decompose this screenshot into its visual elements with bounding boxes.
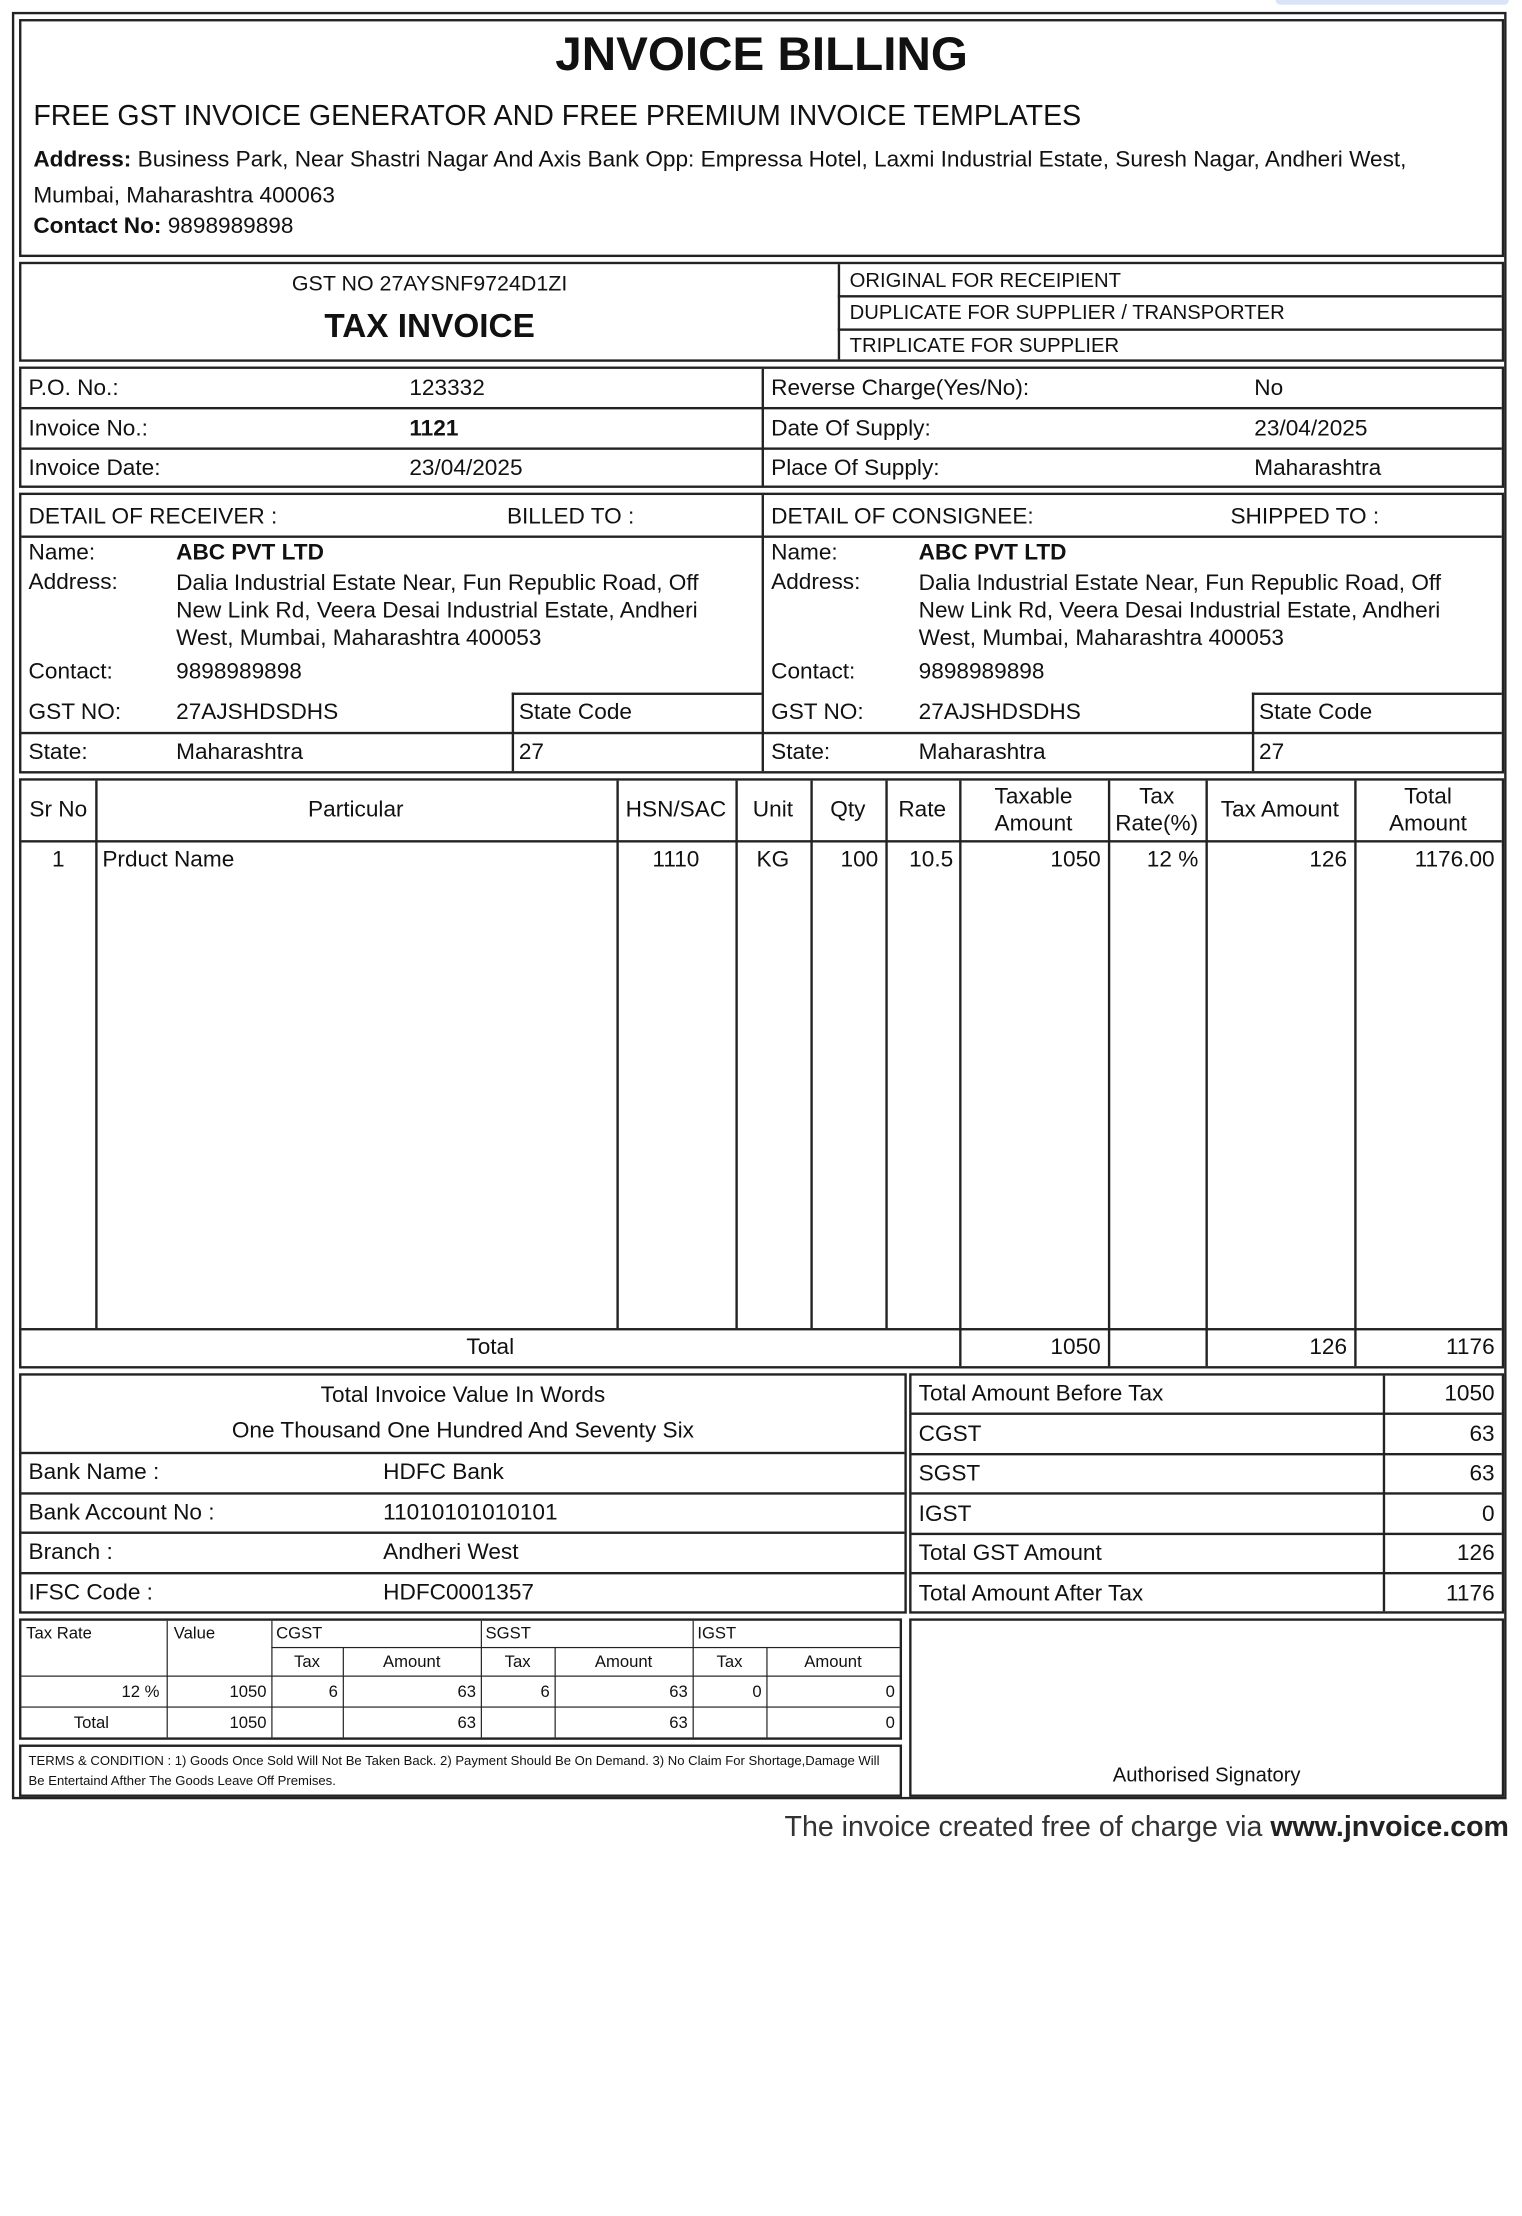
tt-row-igst-amt: 0 [885,1681,895,1701]
summary-sgst-value: 63 [1469,1461,1495,1487]
signatory-box [909,1618,1504,1797]
tt-cgst-amount-header: Amount [383,1651,441,1671]
consignee-contact: 9898989898 [918,659,1045,685]
consignee-state-code-label: State Code [1259,699,1373,725]
terms-line-2: Be Entertaind Afther The Goods Leave Off Premises. [28,1774,336,1789]
billed-to-heading: BILLED TO : [506,504,635,530]
tt-row-rate: 12 % [121,1681,160,1701]
col-rate: Rate [898,797,947,823]
receiver-address-label: Address: [28,570,118,595]
items-total-tax: 126 [1309,1335,1348,1361]
receiver-name-label: Name: [28,540,96,566]
consignee-address-label: Address: [771,570,861,595]
consignee-name-label: Name: [771,540,838,566]
tt-row-igst-tax: 0 [752,1681,762,1701]
copy-duplicate: DUPLICATE FOR SUPPLIER / TRANSPORTER [849,301,1285,324]
row-hsn: 1110 [652,847,700,873]
consignee-name: ABC PVT LTD [918,540,1067,566]
tt-total-value: 1050 [229,1712,267,1732]
items-total-amount: 1176 [1446,1335,1495,1361]
po-label: P.O. No.: [28,376,119,402]
receiver-state-label: State: [28,740,88,766]
bank-name-value: HDFC Bank [383,1460,504,1486]
tt-total-sgst-amt: 63 [669,1712,688,1732]
tt-total-label: Total [73,1712,109,1732]
consignee-contact-label: Contact: [771,659,856,685]
footer-text: The invoice created free of charge via [784,1811,1263,1844]
col-taxrate-line: Tax [1139,784,1175,810]
shipped-to-heading: SHIPPED TO : [1230,504,1380,530]
col-taxable-line: Taxable [994,784,1073,810]
tt-row-cgst-tax: 6 [328,1681,338,1701]
receiver-contact-label: Contact: [28,659,113,685]
contact-label: Contact No: [33,214,162,240]
summary-igst-label: IGST [918,1501,972,1527]
tt-sgst-tax-header: Tax [504,1651,531,1671]
tt-row-sgst-amt: 63 [669,1681,688,1701]
address-line-2: Mumbai, Maharashtra 400063 [33,183,335,209]
ifsc-label: IFSC Code : [28,1580,153,1606]
contact-value: 9898989898 [167,214,294,240]
receiver-gst-label: GST NO: [28,699,122,725]
po-value: 123332 [409,376,485,402]
items-table [19,778,1504,1368]
tt-cgst-tax-header: Tax [294,1651,320,1671]
tt-tax-rate-header: Tax Rate [26,1623,92,1643]
row-total: 1176.00 [1414,847,1495,873]
summary-igst-value: 0 [1482,1501,1495,1527]
footer-link[interactable]: www.jnvoice.com [1270,1811,1509,1844]
col-qty: Qty [830,797,866,823]
place-of-supply-value: Maharashtra [1254,455,1382,481]
consignee-state-code: 27 [1259,740,1285,766]
consignee-gst: 27AJSHDSDHS [918,699,1081,725]
receiver-gst: 27AJSHDSDHS [176,699,339,725]
invoice-no-label: Invoice No.: [28,416,148,442]
summary-before-tax-label: Total Amount Before Tax [918,1381,1164,1407]
authorised-signatory: Authorised Signatory [1112,1763,1301,1787]
company-tagline: FREE GST INVOICE GENERATOR AND FREE PREMIUM INVOICE TEMPLATES [33,99,1082,133]
words-value: One Thousand One Hundred And Seventy Six [231,1418,694,1444]
tt-igst-tax-header: Tax [716,1651,743,1671]
receiver-address [176,570,698,652]
row-particular: Prduct Name [102,847,235,873]
col-unit: Unit [752,797,794,823]
receiver-contact: 9898989898 [176,659,302,685]
words-label: Total Invoice Value In Words [320,1382,606,1408]
consignee-address [919,570,1441,652]
col-taxable-amount [959,783,1108,838]
invoice-date-label: Invoice Date: [28,455,161,481]
col-sr-no: Sr No [29,797,88,823]
summary-before-tax-value: 1050 [1444,1381,1495,1407]
terms-line-1: TERMS & CONDITION : 1) Goods Once Sold Will Not Be Taken Back. 2) Payment Should Be On Demand. 3) No Claim For Shortage,Damage Will [28,1754,880,1769]
ifsc-value: HDFC0001357 [383,1580,535,1606]
summary-gst-total-value: 126 [1456,1541,1495,1567]
summary-cgst-label: CGST [918,1422,982,1448]
top-accent-bar [1276,0,1509,5]
bank-account-value: 11010101010101 [383,1500,558,1526]
reverse-charge-label: Reverse Charge(Yes/No): [771,376,1030,402]
tt-row-cgst-amt: 63 [457,1681,477,1701]
company-contact [33,214,293,240]
tax-summary [909,1373,1504,1613]
reverse-charge-value: No [1254,376,1284,402]
receiver-address-line: Dalia Industrial Estate Near, Fun Republic Road, Off [176,571,699,597]
gst-number: GST NO 27AYSNF9724D1ZI [291,271,568,296]
tt-cgst-header: CGST [276,1623,323,1643]
tt-sgst-amount-header: Amount [594,1651,653,1671]
company-header [19,19,1504,257]
row-taxable: 1050 [1050,847,1101,873]
consignee-address-line: New Link Rd, Veera Desai Industrial Estate, Andheri [918,598,1441,624]
tax-invoice-title: TAX INVOICE [324,307,535,344]
receiver-name: ABC PVT LTD [176,540,324,566]
items-total-label: Total [466,1335,515,1361]
branch-value: Andheri West [383,1539,519,1565]
summary-after-tax-value: 1176 [1446,1581,1495,1607]
tax-breakup-table [19,1618,902,1739]
bank-account-label: Bank Account No : [28,1500,215,1526]
invoice-date-value: 23/04/2025 [409,455,523,481]
company-address [33,143,1485,214]
row-tax-rate: 12 % [1146,847,1199,873]
col-particular: Particular [308,797,404,823]
tt-row-sgst-tax: 6 [540,1681,550,1701]
row-qty: 100 [840,847,879,873]
col-tax-rate [1108,783,1206,838]
consignee-address-line: Dalia Industrial Estate Near, Fun Republic Road, Off [918,571,1442,597]
consignee-state: Maharashtra [918,740,1046,766]
receiver-address-line: West, Mumbai, Maharashtra 400053 [176,625,542,651]
invoice-no-value: 1121 [409,416,459,442]
words-bank-block [19,1373,907,1613]
col-total-line: Amount [1389,811,1467,837]
receiver-heading: DETAIL OF RECEIVER : [28,504,278,530]
consignee-heading: DETAIL OF CONSIGNEE: [771,504,1034,530]
summary-gst-total-label: Total GST Amount [918,1541,1102,1567]
items-total-taxable: 1050 [1050,1335,1101,1361]
receiver-address-line: New Link Rd, Veera Desai Industrial Estate, Andheri [176,598,698,624]
address-label: Address: [33,147,132,173]
col-total-amount [1354,783,1502,838]
row-rate: 10.5 [909,847,954,873]
terms-box [19,1745,902,1797]
tt-igst-header: IGST [697,1623,737,1643]
receiver-state-code-label: State Code [518,699,632,725]
tt-value-header: Value [173,1623,216,1643]
row-tax-amount: 126 [1309,847,1348,873]
company-name: JNVOICE BILLING [555,28,968,81]
col-tax-amount: Tax Amount [1220,797,1339,823]
tax-invoice-block [19,262,1504,362]
place-of-supply-label: Place Of Supply: [771,455,940,481]
consignee-address-line: West, Mumbai, Maharashtra 400053 [918,625,1284,651]
date-of-supply-value: 23/04/2025 [1254,416,1368,442]
col-hsn: HSN/SAC [625,797,727,823]
consignee-gst-label: GST NO: [771,699,864,725]
summary-after-tax-label: Total Amount After Tax [918,1581,1144,1607]
tt-sgst-header: SGST [485,1623,531,1643]
col-taxrate-line: Rate(%) [1115,811,1199,837]
address-line-1: Business Park, Near Shastri Nagar And Axis Bank Opp: Empressa Hotel, Laxmi Industrial Estate, Suresh Nagar, Andheri West, [137,147,1407,173]
receiver-state-code: 27 [518,740,544,766]
bank-name-label: Bank Name : [28,1460,160,1486]
summary-sgst-label: SGST [918,1461,981,1487]
summary-cgst-value: 63 [1469,1422,1495,1448]
receiver-state: Maharashtra [176,740,304,766]
copy-triplicate: TRIPLICATE FOR SUPPLIER [849,334,1120,358]
col-total-line: Total [1404,784,1452,810]
row-unit: KG [756,847,790,873]
date-of-supply-label: Date Of Supply: [771,416,931,442]
tt-igst-amount-header: Amount [804,1651,862,1671]
tt-total-cgst-amt: 63 [457,1712,477,1732]
footer-credit [714,1811,1509,1844]
party-details [19,493,1504,774]
consignee-state-label: State: [771,740,831,766]
col-taxable-line: Amount [994,811,1073,837]
invoice-meta [19,367,1504,488]
tt-row-value: 1050 [229,1681,267,1701]
tt-total-igst-amt: 0 [885,1712,895,1732]
branch-label: Branch : [28,1539,113,1565]
row-sr: 1 [52,847,65,873]
copy-original: ORIGINAL FOR RECEIPIENT [849,268,1121,292]
